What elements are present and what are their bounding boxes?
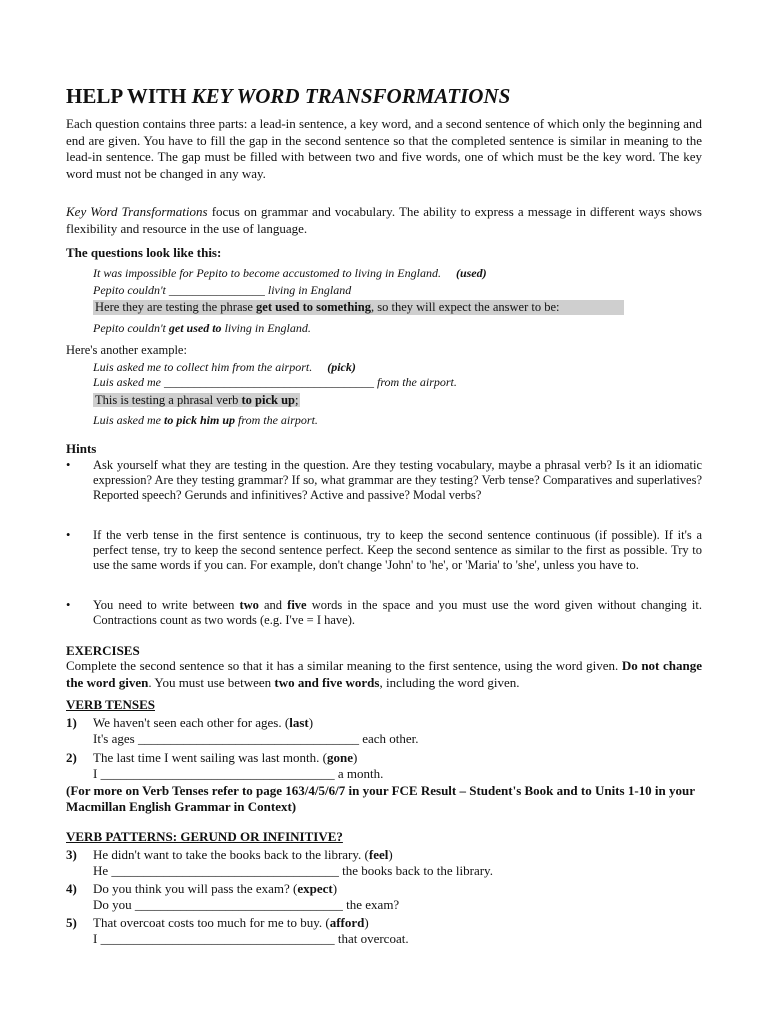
item-number: 2) (66, 750, 77, 765)
hints-heading: Hints (66, 441, 97, 456)
example1-key: (used) (455, 266, 487, 280)
answer-blank[interactable]: __________________________________ (137, 731, 359, 746)
reference-note: (For more on Verb Tenses refer to page 163/4/5/6/7 in your FCE Result – Student's Book and to Units 1-10 in your Macmillan English Grammar in Context) (66, 783, 695, 814)
item-answer-line: He ___________________________________ the books back to the library. (93, 863, 493, 878)
item-question: Do you think you will pass the exam? (expect) (93, 881, 338, 896)
intro-rest: focus on grammar and vocabulary. The ability to express a message in different ways shows flexibility and resource in the use of language. (66, 204, 702, 236)
item-answer-line: It's ages __________________________________ each other. (93, 731, 419, 746)
questions-heading: The questions look like this: (66, 245, 222, 260)
item-number: 4) (66, 881, 77, 896)
title-prefix: HELP WITH (66, 84, 192, 108)
bullet-icon: • (66, 598, 71, 612)
verb-patterns-heading: VERB PATTERNS: GERUND OR INFINITIVE? (66, 829, 343, 844)
example2-answer: Luis asked me to pick him up from the airport. (93, 413, 318, 427)
item-number: 3) (66, 847, 77, 862)
hint-text-1: Ask yourself what they are testing in the question. Are they testing vocabulary, maybe a phrasal verb? Is it an idiomatic expression? Are they testing grammar? If so, what grammar are they testing? Verb tense? Comparatives and superlatives? Reported speech? Gerunds and infinitives? Active and passive? Modal verbs? (93, 458, 702, 503)
example2-key: (pick) (327, 360, 356, 374)
bullet-icon: • (66, 458, 71, 472)
example1-gap: Pepito couldn't ________________ living in England (93, 283, 352, 297)
item-number: 5) (66, 915, 77, 930)
exercises-heading: EXERCISES (66, 643, 140, 658)
item-question: That overcoat costs too much for me to buy. (afford) (93, 915, 369, 930)
title-italic: KEY WORD TRANSFORMATIONS (191, 84, 511, 108)
item-answer-line: I ____________________________________ that overcoat. (93, 931, 409, 946)
hint-text-3: You need to write between two and five words in the space and you must use the word given without changing it. Contractions count as two words (e.g. I've = I have). (93, 598, 702, 628)
item-answer-line: I ____________________________________ a month. (93, 766, 384, 781)
example2-gap: Luis asked me ___________________________________ from the airport. (93, 375, 457, 389)
item-answer-line: Do you ________________________________ the exam? (93, 897, 400, 912)
example1-note: Here they are testing the phrase get used to something, so they will expect the answer to be: (93, 300, 624, 315)
answer-blank[interactable]: ___________________________________ (111, 863, 339, 878)
example2-note: This is testing a phrasal verb to pick up; (95, 393, 299, 407)
answer-blank[interactable]: ________________________________ (134, 897, 343, 912)
example2-lead: Luis asked me to collect him from the airport. (pick) (93, 360, 356, 374)
item-question: We haven't seen each other for ages. (last) (93, 715, 314, 730)
example1-lead: It was impossible for Pepito to become accustomed to living in England. (used) (93, 266, 487, 280)
hint-text-2: If the verb tense in the first sentence is continuous, try to keep the second sentence continuous (if possible). If it's a perfect tense, try to keep the second sentence perfect. Keep the second sentence as similar to the first as possible. Try to use the same words if you can. For example, don't change 'John' to 'he', or 'Maria' to 'she', unless you have to. (93, 528, 702, 573)
item-number: 1) (66, 715, 77, 730)
item-question: The last time I went sailing was last month. (gone) (93, 750, 358, 765)
intro-paragraph-2 (66, 204, 702, 237)
answer-blank[interactable]: ____________________________________ (100, 931, 335, 946)
exercises-instructions: Complete the second sentence so that it has a similar meaning to the first sentence, using the word given. Do not change the word given. You must use between two and five words, including the word given. (66, 658, 702, 690)
item-question: He didn't want to take the books back to the library. (feel) (93, 847, 393, 862)
intro-paragraph: Each question contains three parts: a lead-in sentence, a key word, and a second sentence of which only the beginning and end are given. You have to fill the gap in the second sentence so that the completed sentence is similar in meaning to the lead-in sentence. The gap must be filled with between two and five words, one of which must be the key word. The key word must not be changed in any way. (66, 116, 702, 181)
page-title (66, 84, 510, 109)
answer-blank[interactable]: ____________________________________ (100, 766, 335, 781)
bullet-icon: • (66, 528, 71, 542)
example1-answer: Pepito couldn't get used to living in England. (93, 321, 311, 335)
verb-tenses-heading: VERB TENSES (66, 697, 155, 712)
intro-italic: Key Word Transformations (66, 204, 208, 219)
another-example-label: Here's another example: (66, 343, 187, 357)
